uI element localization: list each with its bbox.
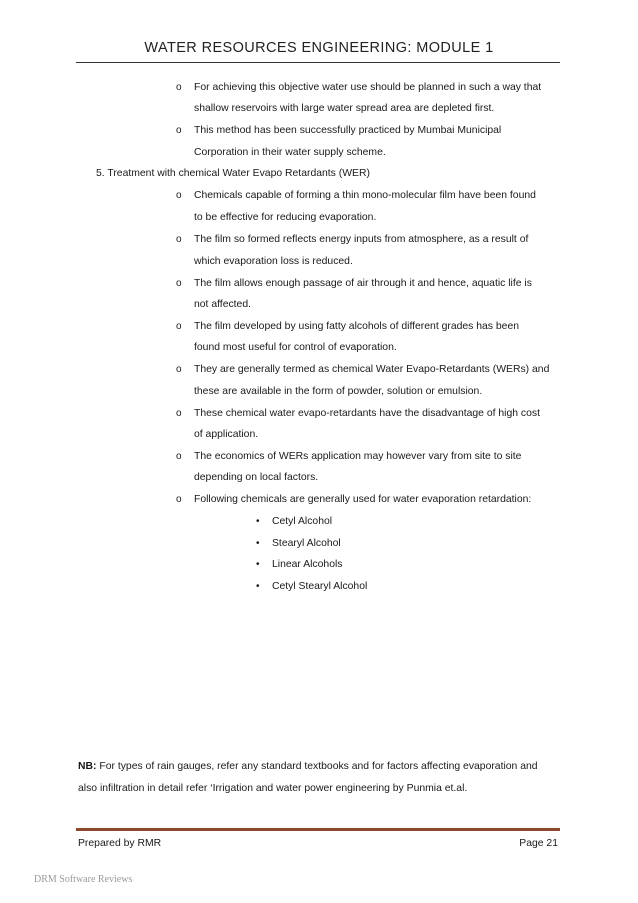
nb-label: NB: (78, 761, 97, 772)
nb-text: For types of rain gauges, refer any standard textbooks and for factors affecting evaporation and (96, 761, 538, 772)
chemical-item: Cetyl Alcohol (272, 516, 333, 527)
body-line: to be effective for reducing evaporation. (194, 212, 377, 223)
sub-bullet-marker: o (176, 234, 182, 245)
sub-bullet-marker: o (176, 451, 182, 462)
chemical-item: Linear Alcohols (272, 559, 343, 570)
sub-bullet-marker: o (176, 278, 182, 289)
footer-divider (76, 828, 560, 831)
body-line: The film so formed reflects energy inputs from atmosphere, as a result of (194, 234, 529, 245)
body-line: shallow reservoirs with large water spread area are depleted first. (194, 103, 495, 114)
watermark-text: DRM Software Reviews (34, 874, 133, 885)
bullet-dot: • (256, 516, 260, 527)
sub-bullet-marker: o (176, 408, 182, 419)
bullet-dot: • (256, 559, 260, 570)
body-line: Chemicals capable of forming a thin mono-molecular film have been found (194, 190, 536, 201)
page-header-title: WATER RESOURCES ENGINEERING: MODULE 1 (144, 40, 494, 56)
body-line: found most useful for control of evaporation. (194, 342, 397, 353)
body-line: Following chemicals are generally used for water evaporation retardation: (194, 494, 532, 505)
chemical-item: Cetyl Stearyl Alcohol (272, 581, 368, 592)
body-line: which evaporation loss is reduced. (194, 256, 353, 267)
bullet-dot: • (256, 538, 260, 549)
body-line: The film allows enough passage of air through it and hence, aquatic life is (194, 278, 532, 289)
body-line: of application. (194, 429, 259, 440)
sub-bullet-marker: o (176, 364, 182, 375)
footer-author: Prepared by RMR (78, 838, 162, 849)
nb-note-line (78, 761, 538, 773)
body-line: depending on local factors. (194, 472, 319, 483)
body-line: these are available in the form of powder, solution or emulsion. (194, 386, 483, 397)
header-divider (76, 62, 560, 63)
section-heading: 5. Treatment with chemical Water Evapo Retardants (WER) (96, 168, 370, 179)
body-line: These chemical water evapo-retardants have the disadvantage of high cost (194, 408, 540, 419)
body-line: This method has been successfully practiced by Mumbai Municipal (194, 125, 502, 136)
bullet-dot: • (256, 581, 260, 592)
body-line: They are generally termed as chemical Water Evapo-Retardants (WERs) and (194, 364, 550, 375)
sub-bullet-marker: o (176, 125, 182, 136)
sub-bullet-marker: o (176, 494, 182, 505)
body-line: Corporation in their water supply scheme. (194, 147, 386, 158)
sub-bullet-marker: o (176, 82, 182, 93)
body-line: not affected. (194, 299, 252, 310)
chemical-item: Stearyl Alcohol (272, 538, 341, 549)
nb-note-line: also infiltration in detail refer ‘Irrigation and water power engineering by Punmia et.al. (78, 783, 468, 794)
sub-bullet-marker: o (176, 321, 182, 332)
sub-bullet-marker: o (176, 190, 182, 201)
body-line: The economics of WERs application may however vary from site to site (194, 451, 522, 462)
body-line: The film developed by using fatty alcohols of different grades has been (194, 321, 520, 332)
footer-page-number: Page 21 (519, 838, 558, 849)
body-line: For achieving this objective water use should be planned in such a way that (194, 82, 542, 93)
